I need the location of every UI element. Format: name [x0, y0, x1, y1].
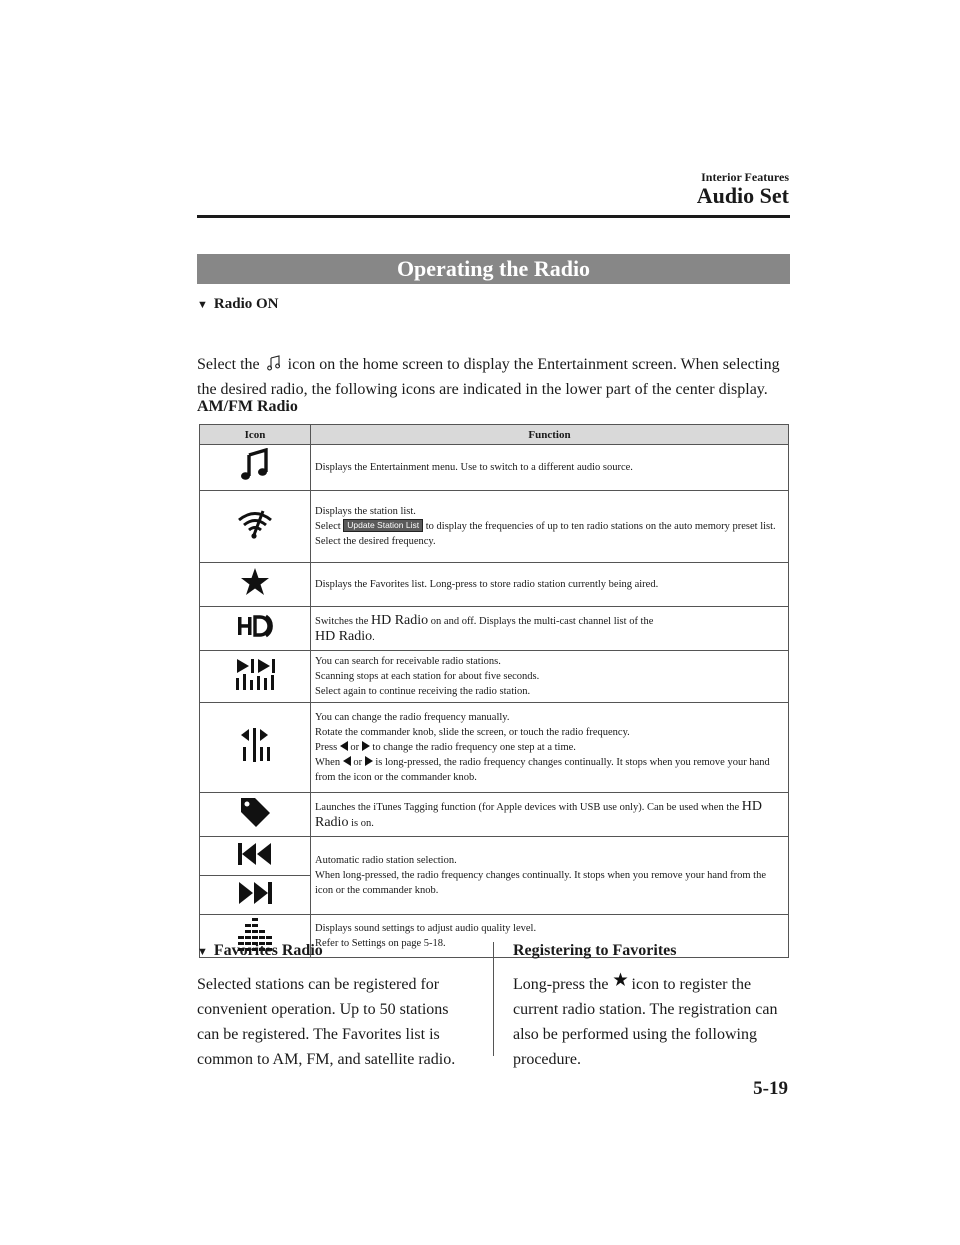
table-row	[200, 445, 311, 491]
column-divider	[493, 942, 494, 1056]
registering-paragraph: Long-press the icon to register the current radio station. The registration can also be performed using the following procedure.	[513, 972, 778, 1072]
table-row	[200, 876, 311, 915]
step-left-icon	[340, 741, 348, 751]
am-fm-heading: AM/FM Radio	[197, 398, 298, 415]
step-left-icon	[343, 756, 351, 766]
step-right-icon	[362, 741, 370, 751]
table-row	[200, 703, 311, 793]
update-station-list-button: Update Station List	[343, 519, 423, 532]
registering-heading: Registering to Favorites	[513, 942, 677, 959]
page-number: 5-19	[753, 1078, 788, 1099]
table-row	[200, 607, 311, 651]
page-banner: Operating the Radio	[197, 254, 790, 284]
triangle-bullet-icon: ▼	[197, 946, 208, 958]
tag-icon	[238, 795, 272, 829]
table-row	[200, 491, 311, 563]
seek-back-icon	[236, 840, 274, 868]
table-row	[200, 837, 311, 876]
table-row	[200, 563, 311, 607]
seek-forward-icon	[236, 879, 274, 907]
header-divider	[197, 215, 790, 218]
favorites-star-icon	[613, 972, 628, 987]
station-list-signal-icon	[236, 508, 274, 540]
section-title: Audio Set	[696, 183, 789, 208]
icon-column-header: Icon	[200, 425, 311, 445]
chapter-title: Interior Features	[701, 170, 789, 184]
manual-tuning-icon	[238, 727, 272, 763]
step-right-icon	[365, 756, 373, 766]
favorites-radio-paragraph: Selected stations can be registered for convenient operation. Up to 50 stations can be registered. The Favorites list is common to AM, FM, and satellite radio.	[197, 976, 456, 1068]
entertainment-music-icon	[240, 448, 270, 482]
music-note-icon	[266, 355, 282, 371]
radio-icon-table: Icon Function Displays the Entertainment menu. Use to switch to a different audio source. Displays the station list. Select Update Station List to display the frequencies of up to ten radio stations on the auto memory preset list. Select the desired frequency. Displays the Favorites list. Long-press to store radio station currently being aired. Switches the HD Radio on and off. Displays the multi-cast channel list of the HD Radio. You can search for receivable radio stations. Scanning stops at each station for about five seconds. Select again to continue receiving the radio station. You can change the radio frequency manually. Rotate the commander knob, slide the screen, or touch the radio frequency. Press or to change the radio frequency one step at a time. When or is long-pressed, the radio frequency changes continually. It stops when you remove your hand from the icon or the commander knob. Launches the iTunes Tagging function (for Apple devices with USB use only). Can be used when the HD Radio is on. Automatic radio station selection. When long-pressed, the radio frequency changes continually. It stops when you remove your hand from the icon or the commander knob. Displays sound settings to adjust audio quality level. Refer to Settings on page 5-18.	[199, 424, 789, 958]
radio-on-paragraph: Select the icon on the home screen to display the Entertainment screen. When selecting the desired radio, the following icons are indicated in the lower part of the center display.	[197, 356, 780, 398]
triangle-bullet-icon: ▼	[197, 299, 208, 311]
favorites-radio-heading: ▼ Favorites Radio	[197, 942, 323, 959]
scan-icon	[234, 657, 276, 691]
table-row	[200, 793, 311, 837]
table-row	[200, 651, 311, 703]
function-column-header: Function	[311, 425, 789, 445]
hd-radio-icon	[235, 610, 275, 642]
favorites-star-icon	[240, 567, 270, 597]
radio-on-heading: ▼ Radio ON	[197, 296, 279, 312]
